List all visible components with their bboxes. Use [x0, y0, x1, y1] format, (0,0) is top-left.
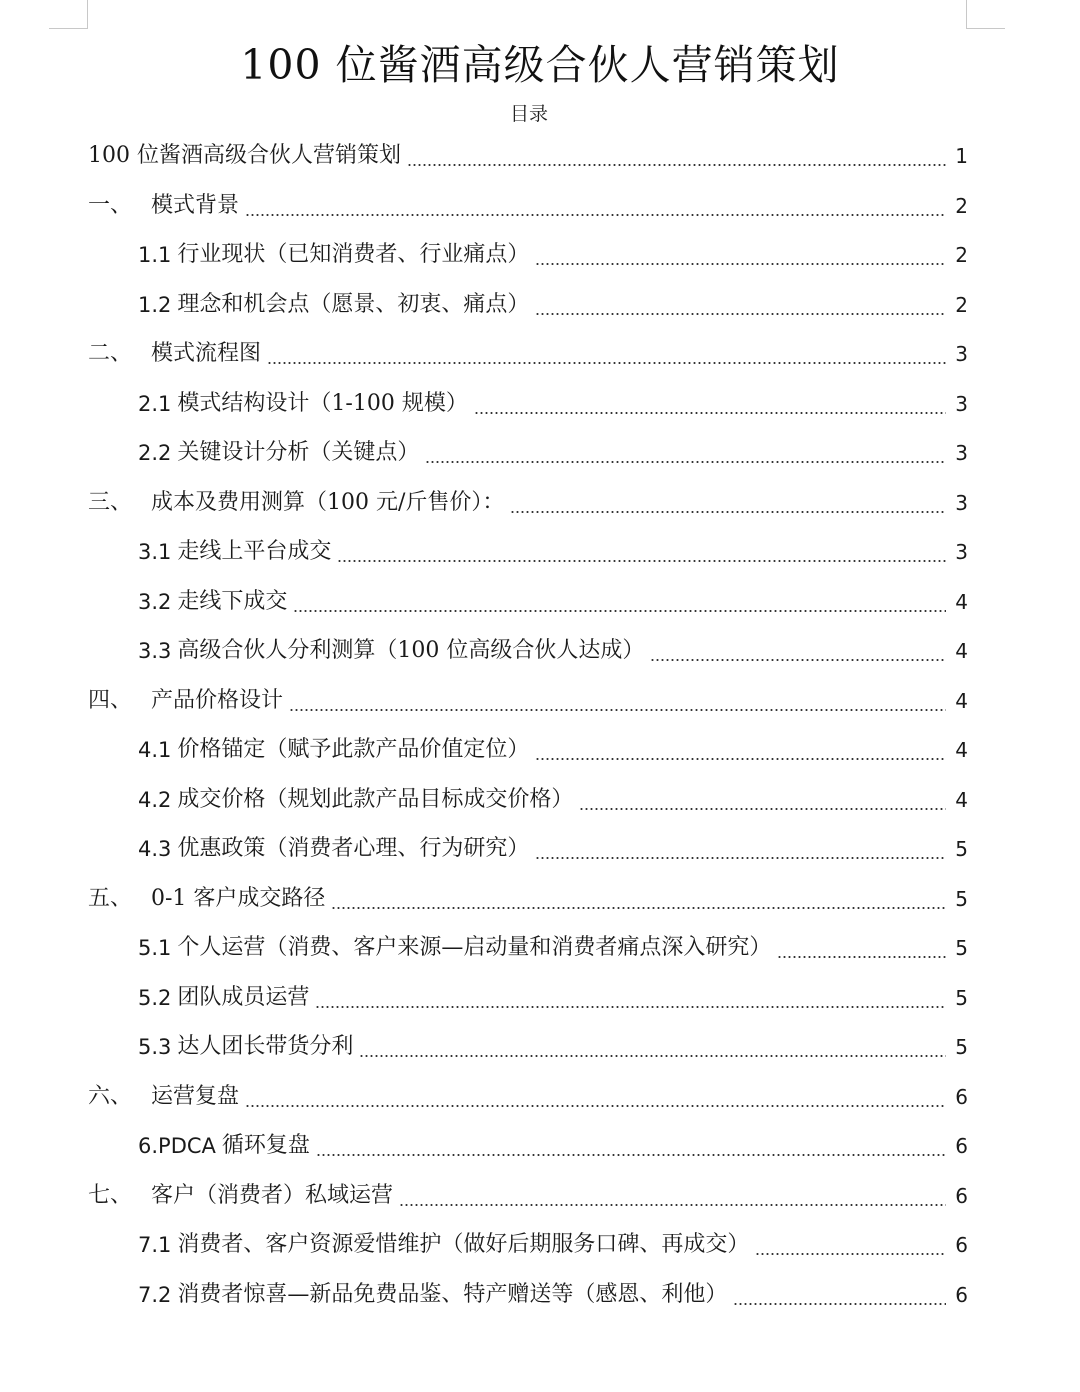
- toc-entry-page-number: 5: [955, 886, 968, 911]
- dot-leader: [331, 888, 946, 910]
- toc-entry-number: 5.1: [138, 936, 172, 960]
- toc-entry[interactable]: [138, 279, 968, 319]
- toc-heading: 目录: [509, 103, 548, 125]
- toc-entry-page-number: 3: [955, 342, 968, 366]
- toc-entry-number: 7.1: [138, 1233, 172, 1257]
- toc-entry[interactable]: [88, 873, 968, 913]
- dot-leader: [407, 145, 946, 167]
- toc-entry[interactable]: [138, 774, 968, 814]
- toc-entry-page-number: 2: [955, 243, 968, 267]
- toc-entry-number: 一、: [88, 192, 133, 218]
- toc-entry[interactable]: [138, 823, 968, 863]
- toc-entry-page-number: 4: [955, 639, 968, 663]
- toc-entry-page-number: 5: [955, 936, 968, 960]
- toc-entry-title: 模式流程图: [151, 341, 262, 366]
- toc-entry-title: 高级合伙人分利测算（100 位高级合伙人达成）: [177, 638, 645, 663]
- toc-entry-number: 3.2: [138, 589, 172, 614]
- toc-entry-number: 2.2: [138, 441, 172, 465]
- toc-entry-title: 产品价格设计: [151, 687, 284, 713]
- dot-leader: [315, 987, 946, 1009]
- toc-entry[interactable]: [138, 576, 968, 616]
- toc-entry-title: 循环复盘: [221, 1133, 310, 1158]
- toc-entry-title: 消费者惊喜—新品免费品鉴、特产赠送等（感恩、利他）: [177, 1281, 728, 1307]
- dot-leader: [359, 1036, 946, 1058]
- dot-leader: [245, 195, 946, 217]
- toc-entry[interactable]: [138, 922, 968, 962]
- toc-entry-title: 成交价格（规划此款产品目标成交价格）: [177, 786, 574, 812]
- toc-entry-number: 二、: [88, 341, 133, 366]
- toc-entry-number: 5.3: [138, 1035, 172, 1059]
- toc-entry[interactable]: [88, 477, 968, 517]
- toc-entry-title: 行业现状（已知消费者、行业痛点）: [177, 242, 530, 267]
- toc-entry-number: 7.2: [138, 1282, 172, 1307]
- toc-entry-title: 走线上平台成交: [177, 539, 332, 564]
- toc-entry-number: 六、: [88, 1083, 133, 1109]
- toc-entry-page-number: 6: [955, 1084, 968, 1109]
- toc-entry-title: 关键设计分析（关键点）: [177, 440, 420, 465]
- toc-entry-title: 0-1 客户成交路径: [151, 885, 326, 911]
- page-corner-mark-left: [49, 0, 88, 29]
- toc-entry-title: 客户（消费者）私域运营: [151, 1182, 394, 1208]
- toc-entry[interactable]: [88, 675, 968, 715]
- toc-entry[interactable]: [88, 180, 968, 220]
- toc-entry-number: 4.3: [138, 837, 172, 861]
- toc-entry-title: 理念和机会点（愿景、初衷、痛点）: [177, 291, 530, 317]
- dot-leader: [289, 690, 946, 712]
- toc-entry-number: 3.1: [138, 540, 172, 564]
- toc-entry-title: 消费者、客户资源爱惜维护（做好后期服务口碑、再成交）: [177, 1232, 750, 1257]
- toc-entry-title: 达人团长带货分利: [177, 1034, 354, 1059]
- toc-entry-page-number: 5: [955, 837, 968, 861]
- toc-entry[interactable]: [88, 1071, 968, 1111]
- toc-entry-title: 个人运营（消费、客户来源—启动量和消费者痛点深入研究）: [177, 935, 772, 960]
- dot-leader: [535, 294, 946, 316]
- toc-entry-number: 4.1: [138, 738, 172, 762]
- toc-entry[interactable]: [138, 1021, 968, 1061]
- toc-entry-title: 价格锚定（赋予此款产品价值定位）: [177, 737, 530, 762]
- toc-entry-number: 1.1: [138, 243, 172, 267]
- toc-entry[interactable]: [138, 972, 968, 1012]
- toc-entry-number: 4.2: [138, 787, 172, 812]
- dot-leader: [535, 739, 946, 761]
- toc-entry-page-number: 4: [955, 688, 968, 713]
- toc-entry-page-number: 4: [955, 589, 968, 614]
- toc-entry-number: 3.3: [138, 639, 172, 663]
- toc-entry-page-number: 2: [955, 193, 968, 218]
- toc-entry-page-number: 4: [955, 787, 968, 812]
- toc-entry-page-number: 6: [955, 1134, 968, 1158]
- toc-entry-page-number: 5: [955, 1035, 968, 1059]
- toc-entry[interactable]: [88, 328, 968, 368]
- toc-entry-number: 五、: [88, 885, 133, 911]
- toc-entry-page-number: 3: [955, 540, 968, 564]
- toc-entry-title: 运营复盘: [151, 1083, 240, 1109]
- toc-entry-page-number: 3: [955, 490, 968, 515]
- toc-entry[interactable]: [88, 130, 968, 170]
- toc-entry-page-number: 3: [955, 391, 968, 416]
- toc-entry-number: 5.2: [138, 985, 172, 1010]
- toc-entry[interactable]: [138, 526, 968, 566]
- page-corner-mark-right: [966, 0, 1005, 29]
- dot-leader: [510, 492, 946, 514]
- dot-leader: [245, 1086, 946, 1108]
- dot-leader: [733, 1284, 946, 1306]
- dot-leader: [293, 591, 946, 613]
- dot-leader: [535, 838, 946, 860]
- toc-entry-page-number: 3: [955, 441, 968, 465]
- toc-entry-title: 走线下成交: [177, 588, 288, 614]
- dot-leader: [535, 244, 946, 266]
- toc-entry[interactable]: [138, 1120, 968, 1160]
- toc-entry-title: 团队成员运营: [177, 984, 310, 1010]
- toc-entry-page-number: 4: [955, 738, 968, 762]
- toc-entry-number: 三、: [88, 489, 133, 515]
- toc-entry-title: 100 位酱酒高级合伙人营销策划: [88, 143, 401, 168]
- toc-entry-page-number: 6: [955, 1233, 968, 1257]
- toc-entry-title: 模式背景: [151, 192, 240, 218]
- dot-leader: [425, 442, 946, 464]
- toc-entry[interactable]: [88, 1170, 968, 1210]
- toc-entry-title: 优惠政策（消费者心理、行为研究）: [177, 836, 530, 861]
- toc-entry-title: 成本及费用测算（100 元/斤售价）：: [151, 489, 505, 515]
- toc-entry-number: 6.PDCA: [138, 1134, 216, 1158]
- toc-entry-page-number: 6: [955, 1282, 968, 1307]
- dot-leader: [337, 541, 946, 563]
- toc-entry-page-number: 2: [955, 292, 968, 317]
- toc-entry[interactable]: [138, 625, 968, 665]
- toc-entry-number: 四、: [88, 687, 133, 713]
- document-title: 100 位酱酒高级合伙人营销策划: [240, 41, 840, 89]
- toc-entry[interactable]: [138, 378, 968, 418]
- dot-leader: [267, 343, 946, 365]
- dot-leader: [650, 640, 946, 662]
- toc-entry[interactable]: [138, 427, 968, 467]
- toc-entry-page-number: 1: [955, 144, 968, 168]
- toc-entry[interactable]: [138, 724, 968, 764]
- dot-leader: [579, 789, 946, 811]
- dot-leader: [755, 1234, 946, 1256]
- toc-entry[interactable]: [138, 1269, 968, 1309]
- toc-entry-number: 1.2: [138, 292, 172, 317]
- toc-entry-number: 2.1: [138, 391, 172, 416]
- toc-entry[interactable]: [138, 229, 968, 269]
- toc-entry[interactable]: [138, 1219, 968, 1259]
- toc-entry-page-number: 5: [955, 985, 968, 1010]
- dot-leader: [777, 937, 946, 959]
- toc-entry-page-number: 6: [955, 1183, 968, 1208]
- dot-leader: [399, 1185, 946, 1207]
- dot-leader: [316, 1135, 946, 1157]
- toc-entry-number: 七、: [88, 1182, 133, 1208]
- dot-leader: [474, 393, 946, 415]
- toc-entry-title: 模式结构设计（1-100 规模）: [177, 390, 468, 416]
